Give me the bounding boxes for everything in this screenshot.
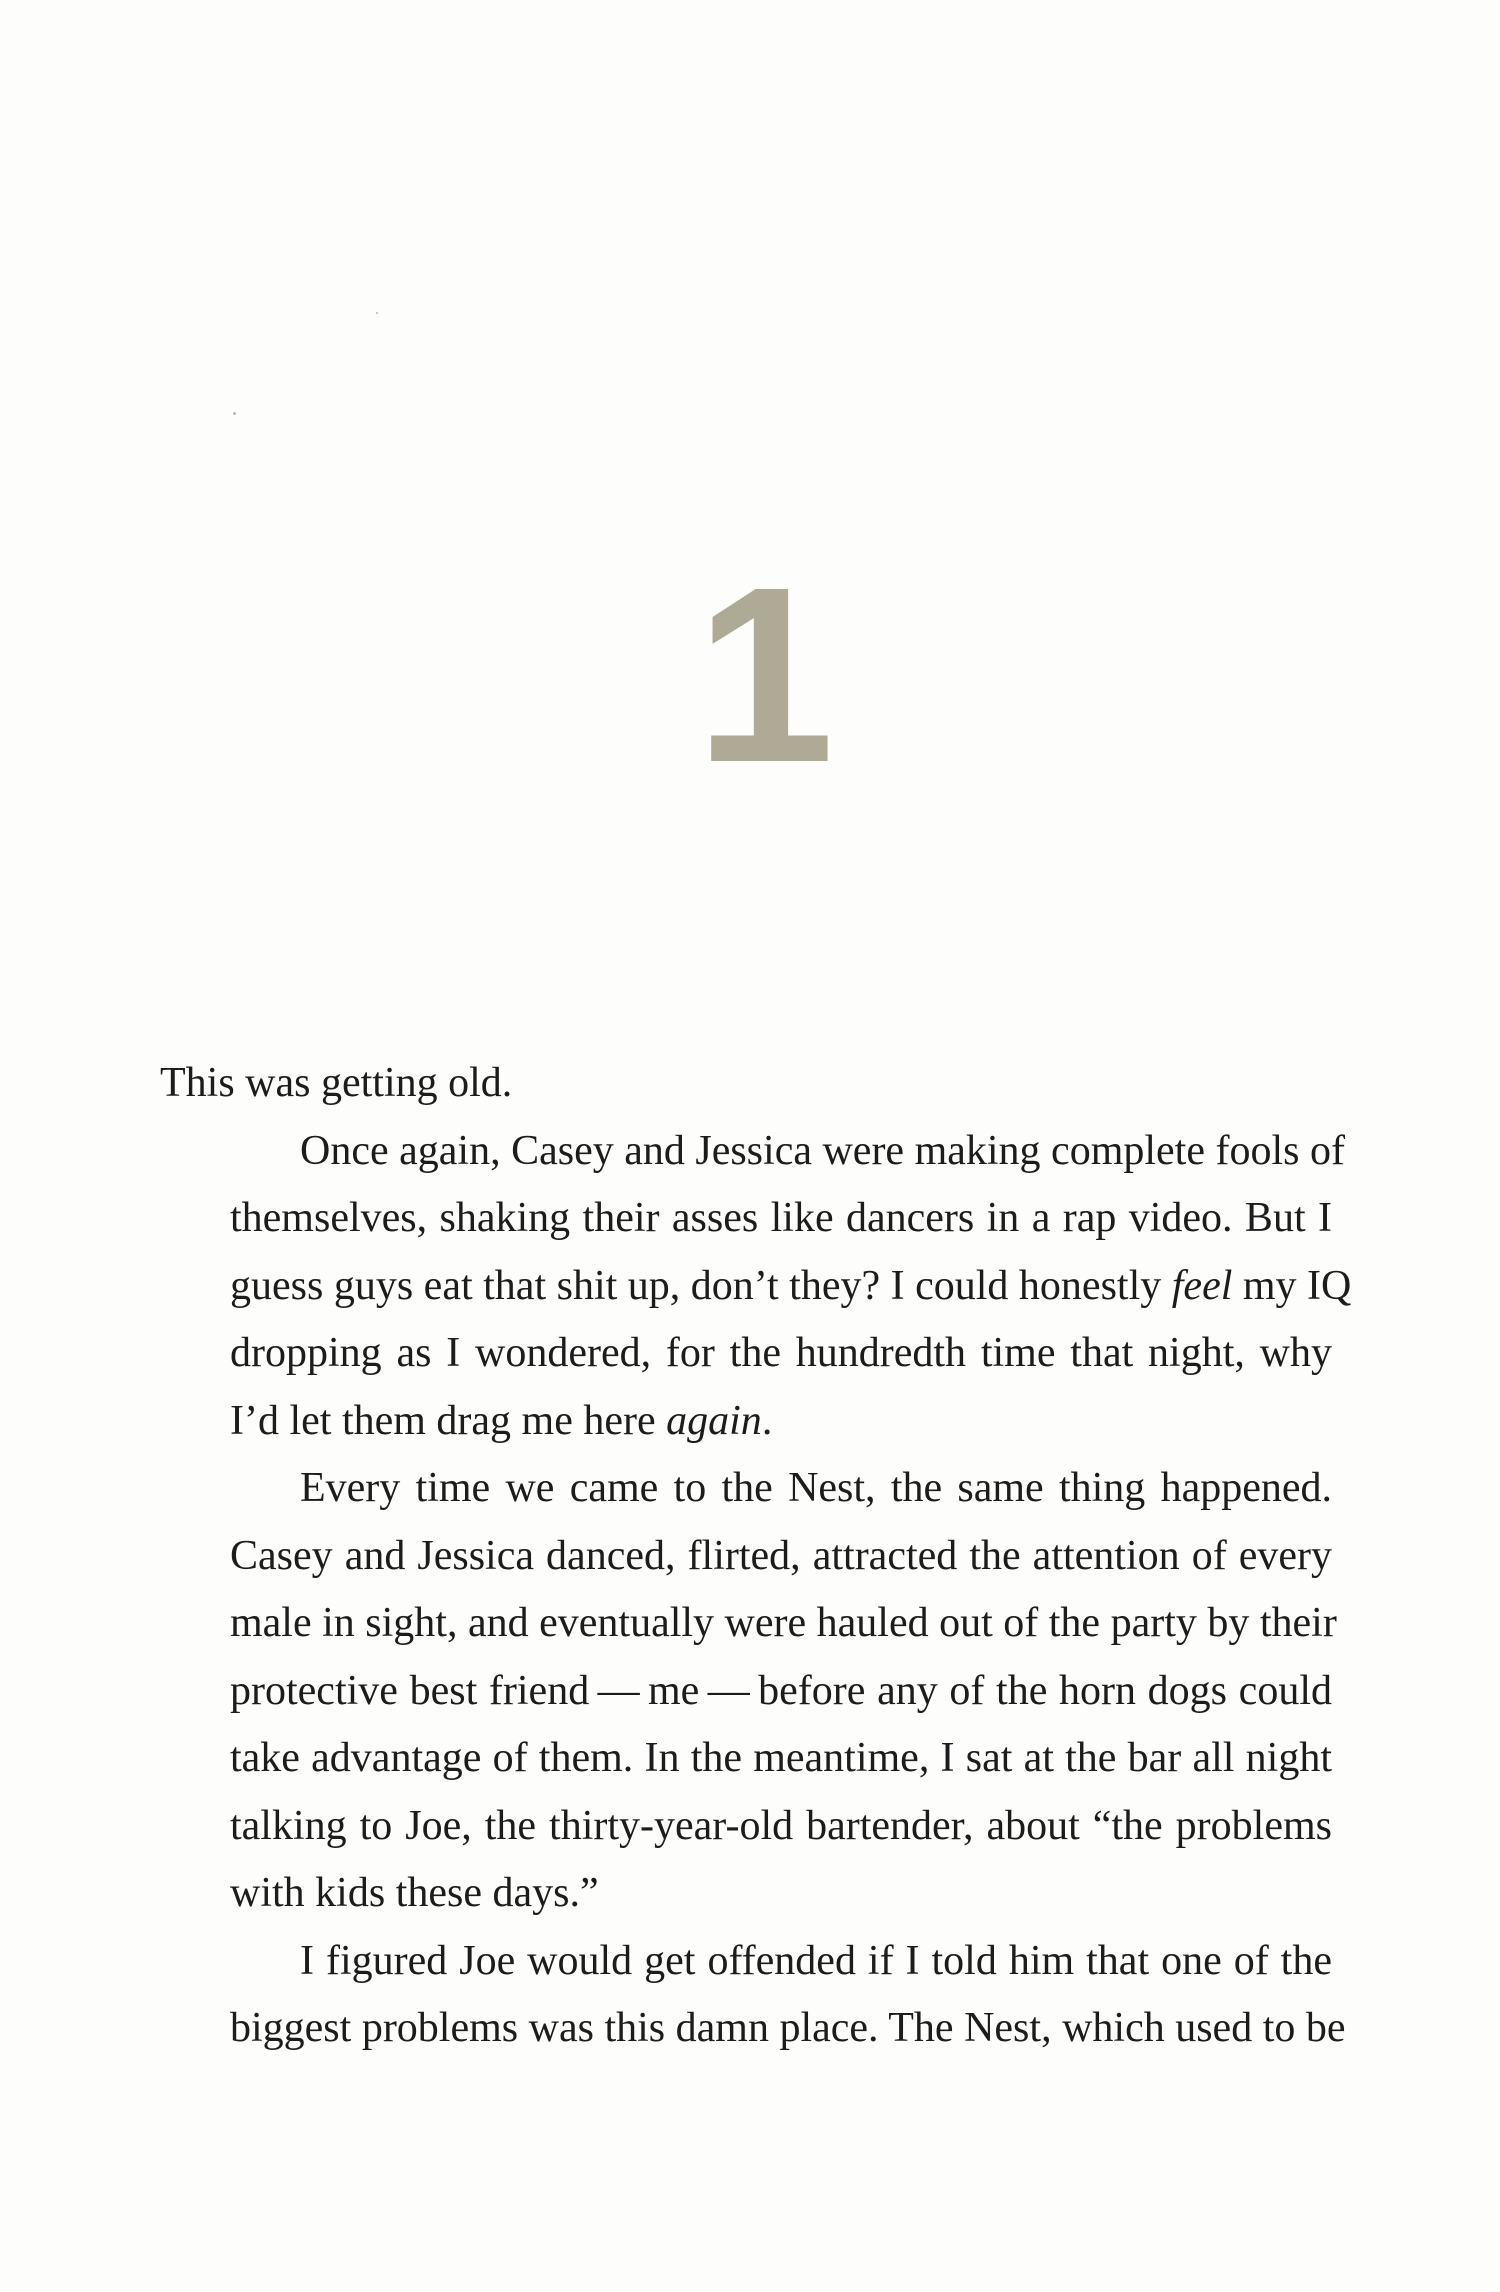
paper-speck	[376, 312, 378, 314]
italic-emphasis: again	[666, 1397, 762, 1444]
text-line: talking to Joe, the thirty-year-old bartender, about “the problems	[230, 1802, 1332, 1849]
text-line: Casey and Jessica danced, flirted, attracted the attention of every	[230, 1532, 1332, 1579]
text-line: Once again, Casey and Jessica were making complete fools of	[300, 1127, 1345, 1174]
paragraph	[160, 1118, 1352, 1456]
text-line: male in sight, and eventually were hauled out of the party by their	[230, 1600, 1337, 1646]
text-line: take advantage of them. In the meantime, I sat at the bar all night	[230, 1735, 1332, 1781]
text-line: protective best friend — me — before any of the horn dogs could	[230, 1667, 1332, 1714]
chapter-body-text	[160, 1050, 1352, 2063]
text-line: guess guys eat that shit up, don’t they? I could honestly feel my IQ	[230, 1262, 1352, 1309]
paragraph	[160, 1455, 1337, 1928]
italic-emphasis: feel	[1171, 1262, 1233, 1309]
text-line: themselves, shaking their asses like dancers in a rap video. But I	[230, 1195, 1332, 1241]
text-line: Every time we came to the Nest, the same thing happened.	[300, 1465, 1332, 1511]
paragraph	[160, 1050, 1332, 1118]
text-line: biggest problems was this damn place. The Nest, which used to be	[230, 2005, 1346, 2051]
text-line: with kids these days.”	[230, 1870, 599, 1916]
text-line: dropping as I wondered, for the hundredth time that night, why	[230, 1330, 1332, 1376]
paper-speck	[233, 412, 236, 415]
text-line: I figured Joe would get offended if I told him that one of the	[300, 1937, 1332, 1984]
paragraph	[160, 1928, 1346, 2063]
chapter-number: 1	[695, 535, 835, 814]
text-line: This was getting old.	[160, 1060, 513, 1106]
text-line: I’d let them drag me here again.	[230, 1397, 773, 1444]
